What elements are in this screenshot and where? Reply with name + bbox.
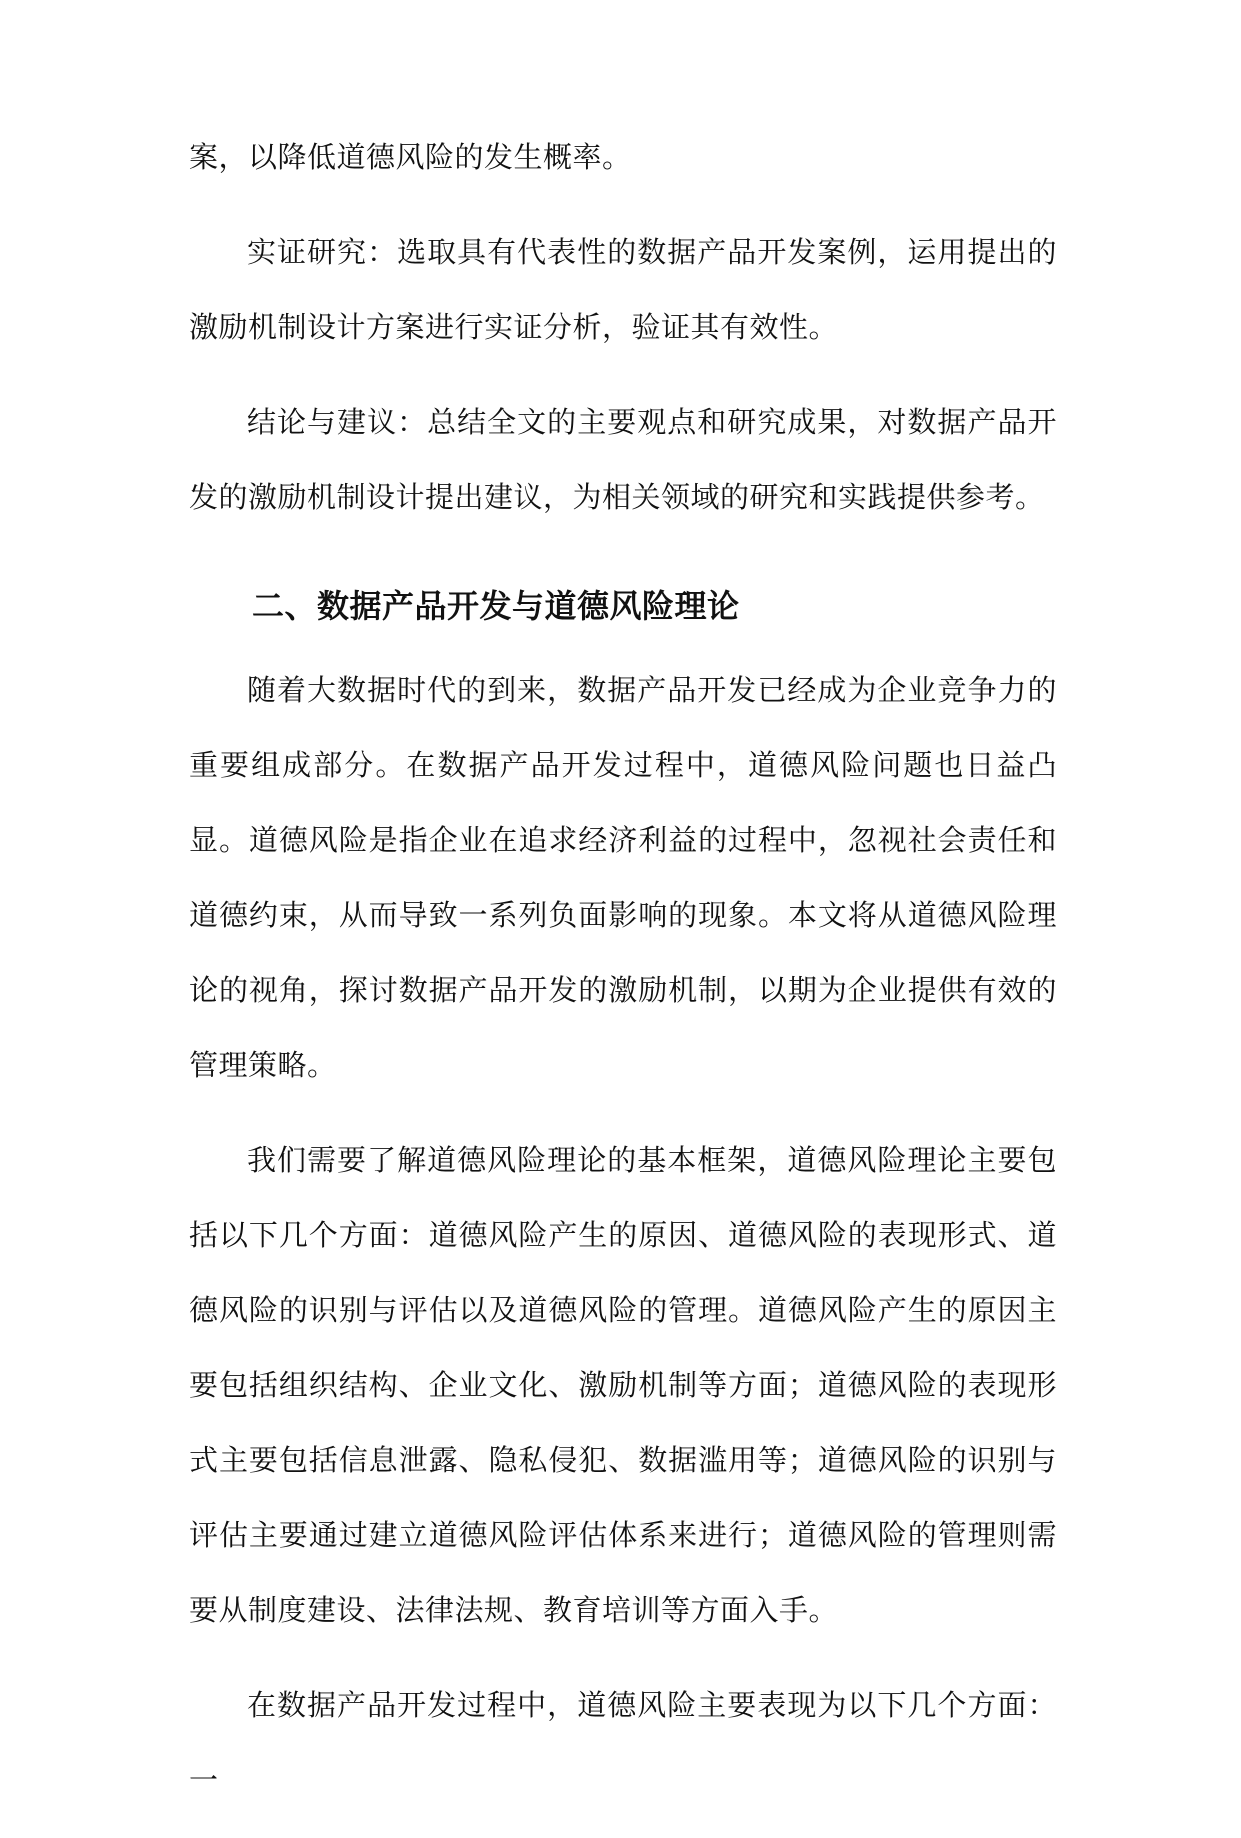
section-heading: 二、数据产品开发与道德风险理论 [252,587,740,625]
document-body [189,140,1057,1838]
paragraph-moral-risk-framework: 我们需要了解道德风险理论的基本框架，道德风险理论主要包括以下几个方面：道德风险产生的原因、道德风险的表现形式、道德风险的识别与评估以及道德风险的管理。道德风险产生的原因主要包括组织结构、企业文化、激励机制等方面；道德风险的表现形式主要包括信息泄露、隐私侵犯、数据滥用等；道德风险的识别与评估主要通过建立道德风险评估体系来进行；道德风险的管理则需要从制度建设、法律法规、教育培训等方面入手。 [189,1143,1057,1627]
paragraph-big-data-intro: 随着大数据时代的到来，数据产品开发已经成为企业竞争力的重要组成部分。在数据产品开发过程中，道德风险问题也日益凸显。道德风险是指企业在追求经济利益的过程中，忽视社会责任和道德约束，从而导致一系列负面影响的现象。本文将从道德风险理论的视角，探讨数据产品开发的激励机制，以期为企业提供有效的管理策略。 [189,673,1057,1082]
paragraph-continuation: 案，以降低道德风险的发生概率。 [189,140,632,174]
paragraph-moral-risk-manifestations: 在数据产品开发过程中，道德风险主要表现为以下几个方面：一 [189,1688,1057,1797]
paragraph-conclusion: 结论与建议：总结全文的主要观点和研究成果，对数据产品开发的激励机制设计提出建议，为相关领域的研究和实践提供参考。 [189,405,1057,514]
paragraph-empirical-study: 实证研究：选取具有代表性的数据产品开发案例，运用提出的激励机制设计方案进行实证分析，验证其有效性。 [189,235,1057,344]
